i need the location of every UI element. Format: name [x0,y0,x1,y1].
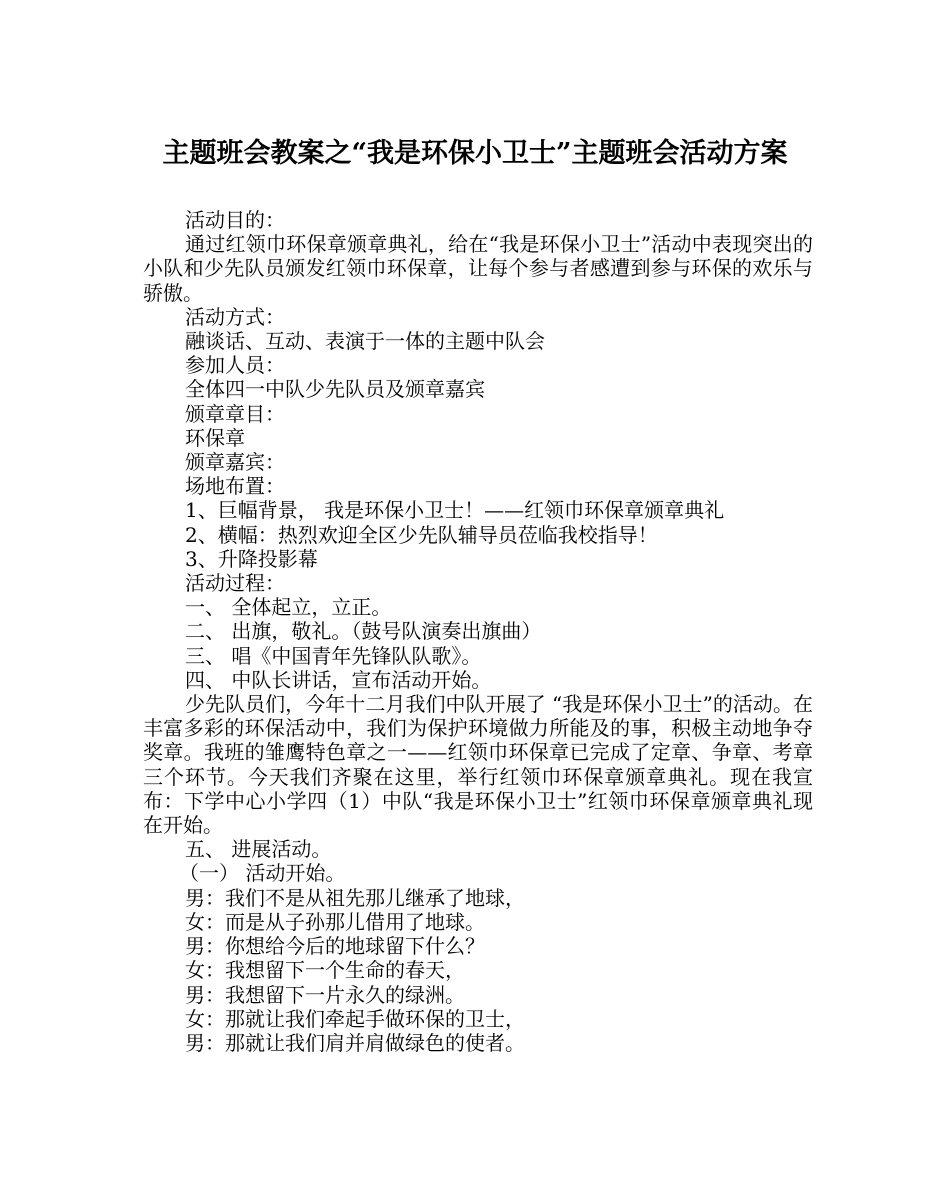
section-heading-guests: 颁章嘉宾： [185,450,285,475]
text-line: 全体四一中队少先队员及颁章嘉宾 [185,377,485,402]
dialogue-line: 男：那就让我们肩并肩做绿色的使者。 [185,1030,525,1055]
dialogue-line: 男：你想给今后的地球留下什么？ [185,934,485,959]
section-heading-badge: 颁章章目： [185,401,285,426]
list-item: 一、 全体起立，立正。 [185,595,392,620]
list-item: 四、 中队长讲话，宣布活动开始。 [185,667,492,692]
section-heading-process: 活动过程： [185,571,285,596]
list-item: 三、 唱《中国青年先锋队队歌》。 [185,643,482,668]
document-body [143,208,813,1055]
section-heading-method: 活动方式： [185,304,285,329]
list-item: 1、巨幅背景， 我是环保小卫士！——红领巾环保章颁章典礼 [185,498,725,523]
list-item: 五、 进展活动。 [185,837,332,862]
list-item: 二、 出旗，敬礼。（鼓号队演奏出旗曲） [185,619,542,644]
paragraph-speech: 少先队员们，今年十二月我们中队开展了 “我是环保小卫士”的活动。在丰富多彩的环保活动中，我们为保护环境做力所能及的事，积极主动地争夺奖章。我班的雏鹰特色章之一——红领巾环保章已完成了定章、争章、考章三个环节。今天我们齐聚在这里，举行红领巾环保章颁章典礼。现在我宣布：下学中心小学四（1）中队“我是环保小卫士”红领巾环保章颁章典礼现在开始。 [143,692,813,838]
dialogue-line: 女：我想留下一个生命的春天， [185,958,465,983]
dialogue-line: 男：我们不是从祖先那儿继承了地球， [185,885,525,910]
section-heading-venue: 场地布置： [185,474,285,499]
text-line: 环保章 [185,425,245,450]
dialogue-line: 男：我想留下一片永久的绿洲。 [185,982,465,1007]
paragraph-purpose: 通过红领巾环保章颁章典礼，给在“我是环保小卫士”活动中表现突出的小队和少先队员颁发红领巾环保章，让每个参与者感遭到参与环保的欢乐与骄傲。 [143,232,813,305]
list-item: （一） 活动开始。 [179,861,346,886]
document-title: 主题班会教案之“我是环保小卫士”主题班会活动方案 [162,138,788,169]
text-line: 融谈话、互动、表演于一体的主题中队会 [185,329,545,354]
section-heading-participants: 参加人员： [185,353,285,378]
dialogue-line: 女：而是从子孙那儿借用了地球。 [185,909,485,934]
dialogue-line: 女：那就让我们牵起手做环保的卫士， [185,1006,525,1031]
section-heading-purpose: 活动目的： [185,208,285,232]
list-item: 2、横幅：热烈欢迎全区少先队辅导员莅临我校指导！ [185,522,658,547]
list-item: 3、升降投影幕 [185,546,318,571]
